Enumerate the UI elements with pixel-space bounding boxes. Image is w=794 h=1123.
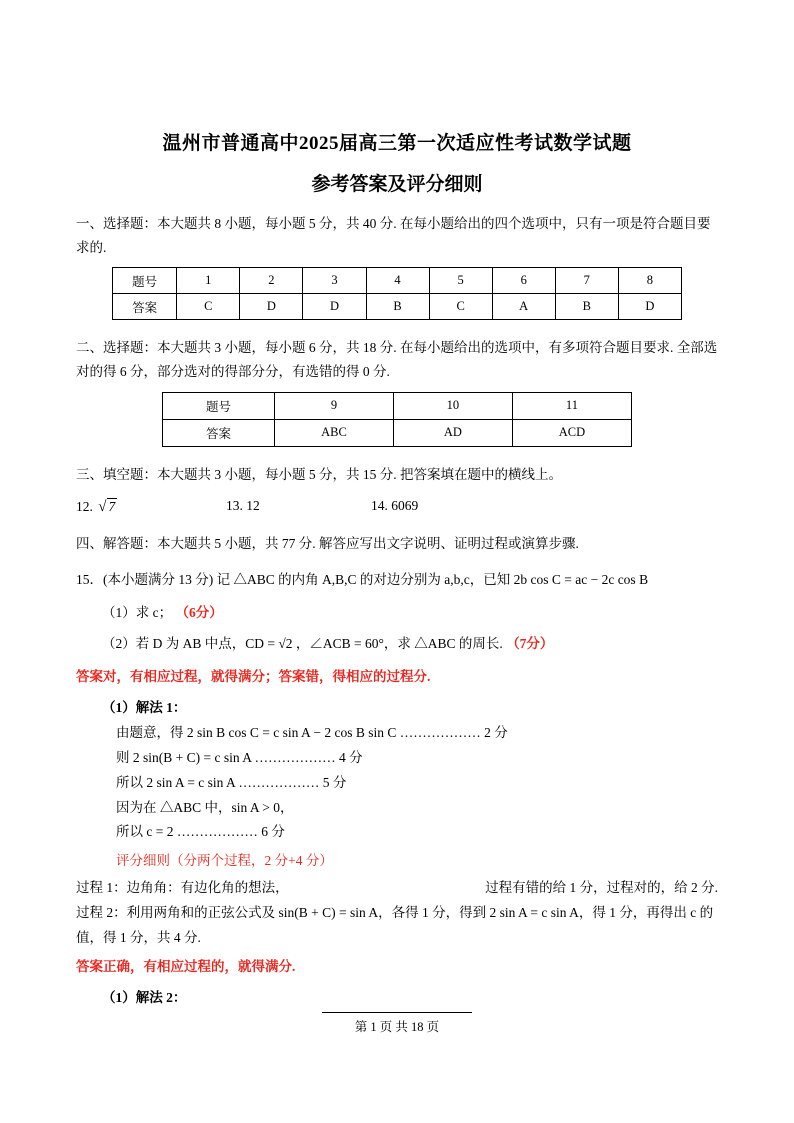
table-row [113, 268, 682, 294]
q15-solution-line [116, 746, 718, 771]
process-1-left: 过程 1：边角角：有边化角的想法， [76, 880, 289, 896]
table-cell: 11 [512, 392, 631, 419]
solution-score: 4 分 [339, 749, 363, 765]
table-cell: 5 [429, 268, 492, 294]
section-1-heading: 一、选择题：本大题共 8 小题，每小题 5 分，共 40 分. 在每小题给出的四个选项中，只有一项是符合题目要求的. [76, 216, 711, 255]
q15-solution-line [116, 771, 718, 796]
table-cell: D [240, 294, 303, 320]
table-cell: ACD [512, 419, 631, 446]
solution-text: 由题意，得 2 sin B cos C = c sin A − 2 cos B sin C ……………… [116, 724, 481, 740]
table-cell: B [366, 294, 429, 320]
q15-solution-line [116, 820, 718, 845]
table-cell: 10 [394, 392, 513, 419]
table-cell: D [303, 294, 366, 320]
table-cell: 2 [240, 268, 303, 294]
item-number: 13. [226, 498, 243, 514]
table-cell: C [429, 294, 492, 320]
fill-answer-13 [226, 498, 371, 516]
fill-in-answers-row [76, 498, 718, 516]
table-cell: B [555, 294, 618, 320]
sqrt-7: √ 7 [98, 499, 116, 516]
solution-text: 因为在 △ABC 中，sin A > 0， [116, 799, 294, 815]
solution-text: 所以 2 sin A = c sin A ……………… [116, 774, 320, 790]
single-choice-answer-table [112, 267, 682, 320]
table-cell: 6 [492, 268, 555, 294]
row-label: 答案 [113, 294, 177, 320]
table-row [113, 294, 682, 320]
q15-part1-score: （6分） [175, 604, 223, 620]
table-cell: AD [394, 419, 513, 446]
q15-stem: 15．(本小题满分 13 分) 记 △ABC 的内角 A,B,C 的对边分别为 a,b,c，已知 2b cos C = ac − 2c cos B [76, 571, 649, 587]
table-cell: A [492, 294, 555, 320]
q15-process-2: 过程 2：利用两角和的正弦公式及 sin(B + C) = sin A，各得 1 分，得到 2 sin A = c sin A，得 1 分，再得出 c 的值，得 1 分，共 4 分. [76, 905, 714, 946]
solution-text: 所以 c = 2 ……………… [116, 824, 258, 840]
table-cell: 4 [366, 268, 429, 294]
item-value: 12 [246, 498, 260, 514]
q15-correct-note: 答案正确，有相应过程的，就得满分. [76, 959, 296, 975]
q15-solution-line [116, 721, 718, 746]
table-cell: 7 [555, 268, 618, 294]
q15-part2-text: （2）若 D 为 AB 中点，CD = √2 ，∠ACB = 60°，求 △ABC 的周长. [102, 635, 503, 651]
table-row [163, 392, 632, 419]
solution-score: 5 分 [322, 774, 347, 790]
section-4-heading: 四、解答题：本大题共 5 小题，共 77 分. 解答应写出文字说明、证明过程或演算步骤. [76, 536, 579, 552]
row-label: 题号 [113, 268, 177, 294]
table-cell: 1 [177, 268, 240, 294]
q15-detail-title: 评分细则（分两个过程，2 分+4 分） [116, 853, 333, 869]
solution-score: 6 分 [261, 824, 285, 840]
section-3-heading: 三、填空题：本大题共 3 小题，每小题 5 分，共 15 分. 把答案填在题中的横线上。 [76, 466, 562, 482]
q15-method1-label: （1）解法 1： [102, 699, 187, 715]
q15-scoring-note: 答案对，有相应过程，就得满分；答案错，得相应的过程分. [76, 668, 431, 684]
page-footer [0, 1012, 794, 1035]
q15-part1 [102, 601, 718, 626]
process-1-right: 过程有错的给 1 分，过程对的，给 2 分. [485, 880, 718, 896]
page-title: 温州市普通高中2025届高三第一次适应性考试数学试题 [162, 133, 632, 154]
q15-solution-line [116, 796, 718, 821]
solution-score: 2 分 [484, 724, 508, 740]
q15-part2-score: （7分） [506, 635, 554, 651]
table-cell: 9 [274, 392, 393, 419]
row-label: 答案 [163, 419, 275, 446]
item-number: 12. [76, 499, 93, 515]
page-number: 第 1 页 共 18 页 [322, 1012, 472, 1035]
table-cell: ABC [274, 419, 393, 446]
item-number: 14. [371, 498, 388, 514]
table-cell: D [618, 294, 681, 320]
multi-choice-answer-table [162, 392, 632, 447]
table-cell: 3 [303, 268, 366, 294]
table-cell: 8 [618, 268, 681, 294]
fill-answer-14 [371, 498, 418, 516]
q15-method2-label: （1）解法 2： [102, 990, 187, 1006]
page-subtitle: 参考答案及评分细则 [311, 174, 483, 195]
q15-process-1 [76, 876, 718, 901]
item-value: 6069 [391, 498, 419, 514]
fill-answer-12 [76, 498, 226, 516]
solution-text: 则 2 sin(B + C) = c sin A ……………… [116, 749, 336, 765]
row-label: 题号 [163, 392, 275, 419]
table-row [163, 419, 632, 446]
q15-part2 [102, 632, 718, 657]
section-2-heading: 二、选择题：本大题共 3 小题，每小题 6 分，共 18 分. 在每小题给出的选项中，有多项符合题目要求. 全部选对的得 6 分，部分选对的得部分分，有选错的得 0 分. [76, 340, 718, 379]
q15-part1-text: （1）求 c； [102, 604, 173, 620]
table-cell: C [177, 294, 240, 320]
